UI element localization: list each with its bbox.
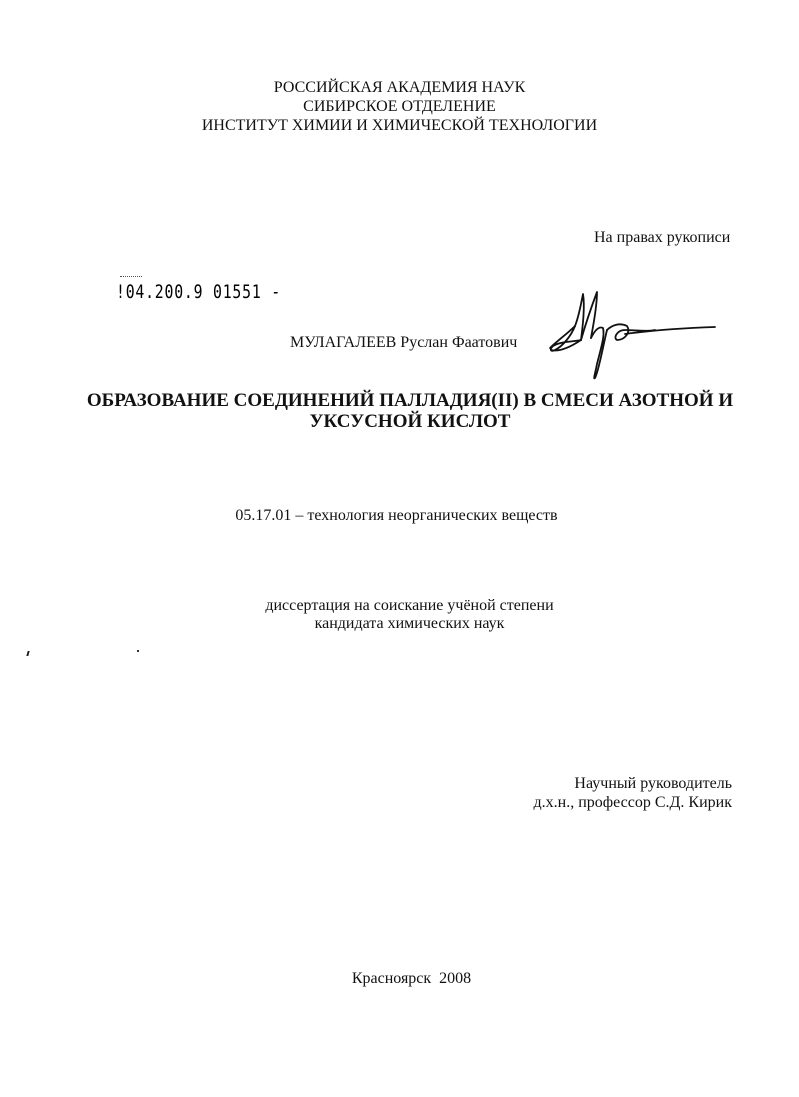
scan-speck <box>26 651 29 656</box>
scan-speck <box>137 650 139 652</box>
city-and-year: Красноярск 2008 <box>351 970 472 987</box>
specialty-code: 05.17.01 – технология неорганических веществ <box>235 507 558 524</box>
library-stamp-number: !04.200.9 01551 - <box>116 281 281 303</box>
author-name: МУЛАГАЛЕЕВ Руслан Фаатович <box>290 334 518 351</box>
supervisor-label: Научный руководитель <box>574 775 732 792</box>
manuscript-rights-note: На правах рукописи <box>594 229 731 246</box>
institution-header <box>0 78 799 135</box>
degree-line-2: кандидата химических наук <box>314 615 505 632</box>
branch-name: СИБИРСКОЕ ОТДЕЛЕНИЕ <box>303 98 496 115</box>
academy-name: РОССИЙСКАЯ АКАДЕМИЯ НАУК <box>273 79 526 96</box>
title-line-1: ОБРАЗОВАНИЕ СОЕДИНЕНИЙ ПАЛЛАДИЯ(II) В СМЕСИ АЗОТНОЙ И <box>86 390 734 411</box>
scientific-supervisor <box>534 774 733 812</box>
degree-description <box>10 597 799 633</box>
institute-name: ИНСТИТУТ ХИМИИ И ХИМИЧЕСКОЙ ТЕХНОЛОГИИ <box>201 117 598 134</box>
dissertation-title <box>80 390 740 432</box>
degree-line-1: диссертация на соискание учёной степени <box>265 597 554 614</box>
supervisor-name: д.х.н., профессор С.Д. Кирик <box>533 794 732 811</box>
signature-icon <box>545 286 720 386</box>
stamp-dots <box>120 276 142 279</box>
title-line-2: УКСУСНОЙ КИСЛОТ <box>309 411 511 432</box>
